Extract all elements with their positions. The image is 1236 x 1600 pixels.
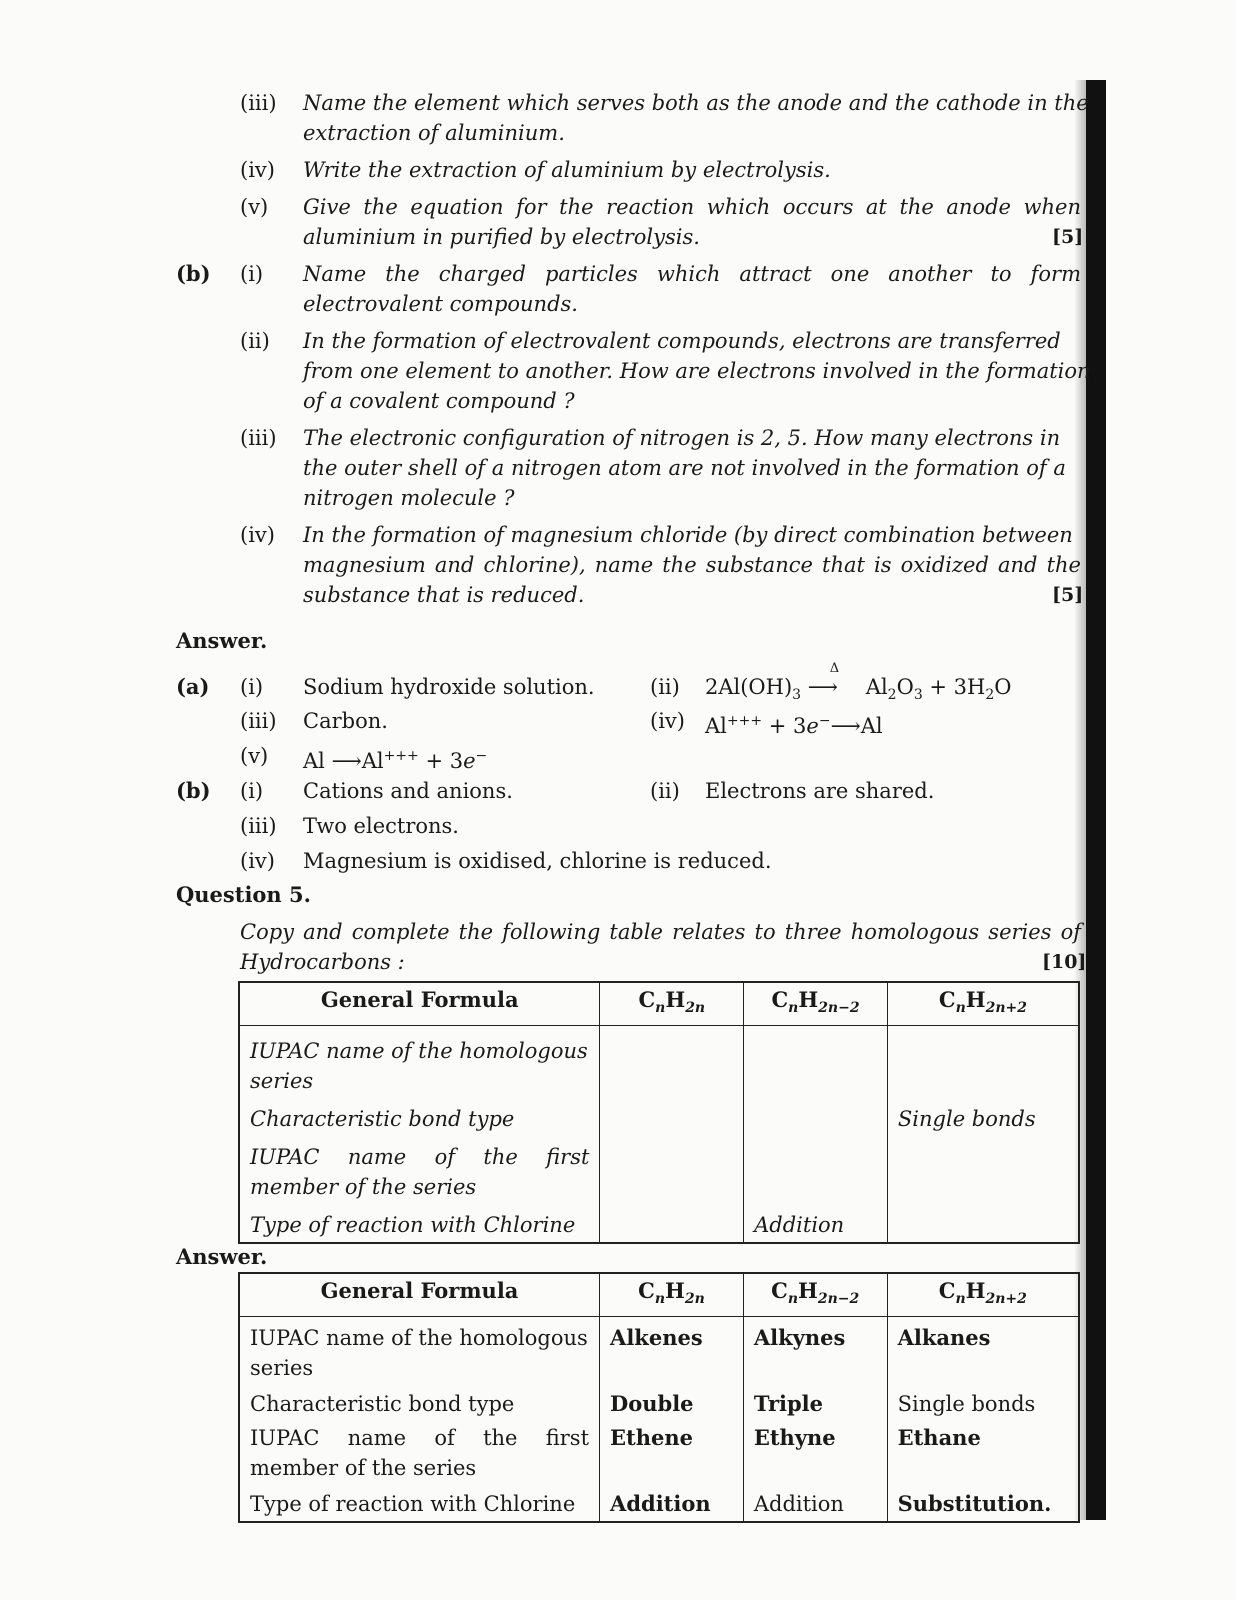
answer-heading: Answer. [176,1244,268,1269]
marks: [5] [1052,226,1084,248]
header-general-formula: General Formula [239,982,600,1026]
answer-text: Cations and anions. [303,779,513,803]
item-number: (v) [240,744,269,768]
header-general-formula: General Formula [239,1273,600,1317]
page-edge [1086,80,1106,1520]
header-formula-alkane: $C_nH_{2n+2}$ [887,1273,1079,1317]
question-text: electrovalent compounds. [303,292,578,316]
item-number: (i) [240,779,264,803]
cell: Alkynes [743,1317,887,1386]
cell: Addition [600,1485,744,1522]
question-text: from one element to another. How are electrons involved in the formation [303,359,1091,383]
table-row [239,1317,1079,1386]
cell: Addition [744,1204,888,1243]
question-text: Copy and complete the following table relates to three homologous series of [240,920,1081,944]
item-number: (iv) [240,849,275,873]
table-row [239,1421,1079,1485]
question-table [238,981,1080,1244]
question-text: magnesium and chlorine), name the substance that is oxidized and the [303,553,1081,577]
answer-table [238,1272,1080,1523]
question-text: In the formation of electrovalent compounds, electrons are transferred [303,329,1061,353]
marks: [5] [1052,584,1084,606]
item-number: (iv) [240,158,275,182]
cell: Substitution. [887,1485,1079,1522]
cell: Triple [743,1385,887,1421]
item-number: (ii) [650,779,680,803]
header-formula-alkyne: $C_nH_{2n-2}$ [744,982,888,1026]
table-row [239,1204,1079,1243]
question-text: In the formation of magnesium chloride (by direct combination between [303,523,1073,547]
item-number: (ii) [240,329,270,353]
question-text: The electronic configuration of nitrogen is 2, 5. How many electrons in [303,426,1061,450]
cell: Ethane [887,1421,1079,1485]
table-row [239,1098,1079,1136]
question-text: extraction of aluminium. [303,121,565,145]
answer-text: Two electrons. [303,814,459,838]
question-text: of a covalent compound ? [303,389,575,413]
arrow-icon: ⟶ [807,675,838,699]
equation: Al+++ + 3e−⟶Al [705,713,883,738]
answer-heading: Answer. [176,628,268,653]
item-number: (iii) [240,814,277,838]
cell: Ethyne [743,1421,887,1485]
delta-symbol: Δ [829,661,840,676]
row-label: IUPAC name of the homologous series [250,1326,588,1381]
arrow-icon: ⟶ [331,749,362,773]
table-row [239,1385,1079,1421]
cell: Addition [743,1485,887,1522]
item-number: (iii) [240,91,277,115]
row-label: IUPAC name of the first member of the series [250,1145,590,1200]
part-label: (b) [176,261,211,286]
question-text: Give the equation for the reaction which occurs at the anode when [303,195,1081,219]
header-formula-alkane: $C_nH_{2n+2}$ [887,982,1079,1026]
header-formula-alkene: $C_nH_{2n}$ [600,1273,744,1317]
answer-text: Electrons are shared. [705,779,935,803]
question-heading: Question 5. [176,882,311,907]
row-label: IUPAC name of the homologous series [250,1039,588,1094]
question-text: Write the extraction of aluminium by electrolysis. [303,158,831,182]
equation: $2Al(OH)_3$ Δ ⟶ $Al_2O_3 + 3H_2O$ [705,672,1012,710]
answer-text: Magnesium is oxidised, chlorine is reduced. [303,849,772,873]
part-label: (a) [176,674,210,699]
answer-text: Carbon. [303,709,388,733]
item-number: (iii) [240,426,277,450]
row-label: Characteristic bond type [250,1392,515,1417]
answer-text: Sodium hydroxide solution. [303,675,595,699]
item-number: (v) [240,195,269,219]
row-label: Characteristic bond type [250,1107,515,1132]
item-number: (i) [240,675,264,699]
item-number: (iii) [240,709,277,733]
part-label: (b) [176,778,211,803]
row-label: Type of reaction with Chlorine [250,1213,576,1238]
cell: Ethene [600,1421,744,1485]
cell: Single bonds [887,1098,1079,1136]
item-number: (iv) [650,709,685,733]
question-text: substance that is reduced. [303,583,585,607]
marks: [10] [1042,951,1087,973]
cell: Double [600,1385,744,1421]
question-text: the outer shell of a nitrogen atom are not involved in the formation of a [303,456,1066,480]
question-text: Hydrocarbons : [240,950,405,974]
table-row [239,1136,1079,1204]
question-text: aluminium in purified by electrolysis. [303,225,700,249]
item-number: (ii) [650,675,680,699]
question-text: nitrogen molecule ? [303,486,515,510]
item-number: (iv) [240,523,275,547]
question-text: Name the element which serves both as the anode and the cathode in the [303,91,1089,115]
cell: Alkenes [600,1317,744,1386]
equation: Al ⟶Al+++ + 3e− [303,748,488,773]
arrow-icon: ⟶ [830,714,861,738]
header-formula-alkene: $C_nH_{2n}$ [600,982,744,1026]
header-formula-alkyne: $C_nH_{2n-2}$ [743,1273,887,1317]
row-label: Type of reaction with Chlorine [250,1492,576,1517]
table-row [239,1485,1079,1522]
item-number: (i) [240,262,264,286]
cell: Single bonds [887,1385,1079,1421]
question-text: Name the charged particles which attract one another to form [303,262,1081,286]
table-row [239,1026,1079,1099]
cell: Alkanes [887,1317,1079,1386]
row-label: IUPAC name of the first member of the series [250,1426,590,1481]
